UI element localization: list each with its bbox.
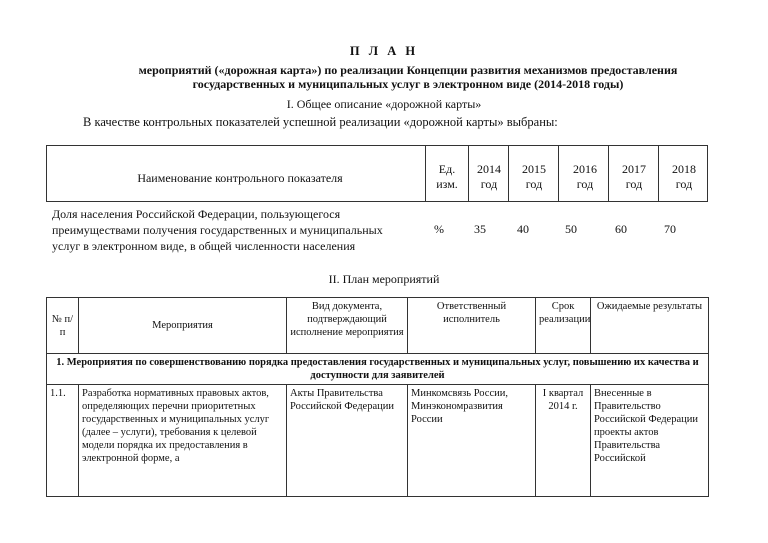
row-doc-type: Акты Правительства Российской Федерации [287,385,408,497]
plan-header-row [47,298,709,354]
indicator-unit-header: Ед. изм. [436,162,458,191]
indicators-year1-border [468,145,469,202]
col-header-num: № п/п [47,298,79,354]
indicator-row-name: Доля населения Российской Федерации, пользующегося преимуществами получения государственных и муниципальных услуг в электронном виде, в общей численности населения [52,207,383,253]
indicator-value-2016: 50 [565,222,577,236]
indicators-left-border [46,145,47,202]
row-results: Внесенные в Правительство Российской Федерации проекты актов Правительства Российской [591,385,709,497]
indicator-name-header: Наименование контрольного показателя [137,171,343,185]
indicator-year-header: 2016 год [573,162,597,191]
document-subtitle: мероприятий («дорожная карта») по реализации Концепции развития механизмов предоставления государственных и муниципальных услуг в электронном виде (2014-2018 годы) [138,63,678,91]
indicator-row-unit: % [434,222,444,236]
intro-text: В качестве контрольных показателей успешной реализации «дорожной карты» выбраны: [83,115,558,129]
indicators-unit-border [425,145,426,202]
indicator-value-2015: 40 [517,222,529,236]
row-responsible: Минкомсвязь России, Минэкономразвития России [408,385,536,497]
indicators-year5-border [658,145,659,202]
table-row [47,385,709,497]
section-1-title: I. Общее описание «дорожной карты» [286,97,482,111]
row-activity: Разработка нормативных правовых актов, определяющих перечни приоритетных государственных и муниципальных услуг (далее – услуги), требования к целевой модели порядка их предоставления в электронной форме, а [79,385,287,497]
indicators-year4-border [608,145,609,202]
col-header-results: Ожидаемые результаты [591,298,709,354]
col-header-doc-type: Вид документа, подтверждающий исполнение мероприятия [287,298,408,354]
plan-group-row [47,354,709,385]
indicators-year2-border [508,145,509,202]
group-title: 1. Мероприятия по совершенствованию порядка предоставления государственных и муниципальных услуг, повышению их качества и доступности для заявителей [47,354,709,385]
col-header-responsible: Ответственный исполнитель [408,298,536,354]
indicators-year3-border [558,145,559,202]
col-header-activity: Мероприятия [79,298,287,354]
indicator-year-header: 2015 год [522,162,546,191]
row-deadline: I квартал 2014 г. [536,385,591,497]
indicators-right-border [707,145,708,202]
document-title: П Л А Н [349,44,419,58]
indicator-value-2014: 35 [474,222,486,236]
col-header-deadline: Срок реализации [536,298,591,354]
indicator-value-2017: 60 [615,222,627,236]
indicator-value-2018: 70 [664,222,676,236]
indicator-year-header: 2018 год [672,162,696,191]
plan-table [46,297,709,497]
indicator-year-header: 2017 год [622,162,646,191]
section-2-title: II. План мероприятий [328,272,440,286]
row-num: 1.1. [47,385,79,497]
indicator-year-header: 2014 год [477,162,501,191]
